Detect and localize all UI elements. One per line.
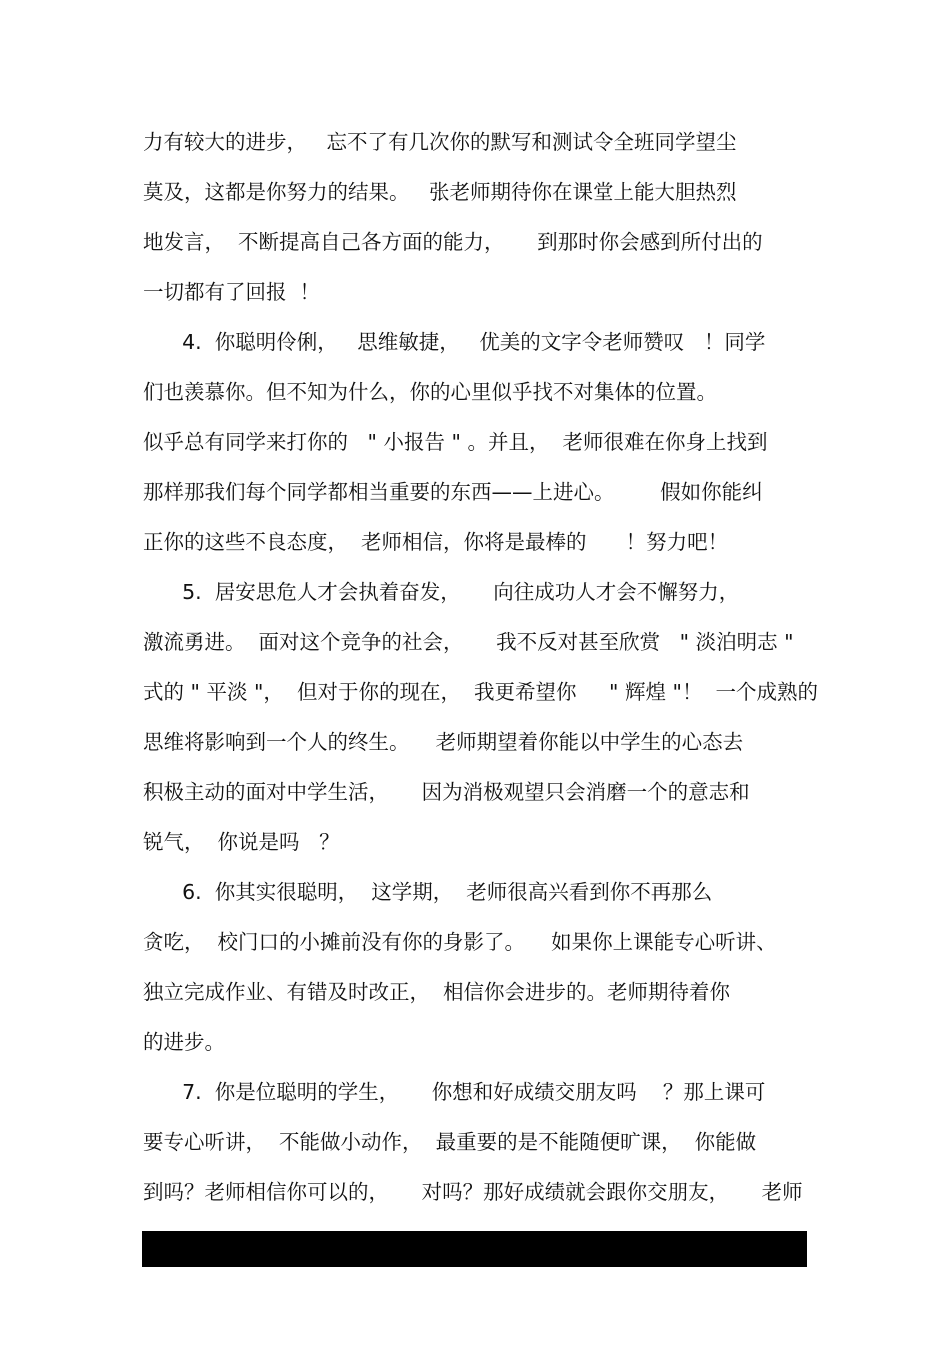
text-line: 激流勇进。 面对这个竞争的社会， 我不反对甚至欣赏 " 淡泊明志 ": [143, 630, 794, 654]
text-line: 贪吃， 校门口的小摊前没有你的身影了。 如果你上课能专心听讲、: [143, 930, 777, 954]
text-line: 的进步。: [143, 1030, 225, 1054]
text-line: 要专心听讲， 不能做小动作， 最重要的是不能随便旷课， 你能做: [143, 1130, 757, 1154]
text-line: 莫及，这都是你努力的结果。 张老师期待你在课堂上能大胆热烈: [143, 180, 737, 204]
text-line: 式的 " 平淡 "， 但对于你的现在， 我更希望你 " 辉煌 "！ 一个成熟的: [143, 680, 818, 704]
text-line: 5. 居安思危人才会执着奋发， 向往成功人才会不懈努力，: [143, 580, 740, 604]
text-line: 思维将影响到一个人的终生。 老师期望着你能以中学生的心态去: [143, 730, 744, 754]
footer-black-bar: [142, 1231, 807, 1267]
text-line: 力有较大的进步， 忘不了有几次你的默写和测试令全班同学望尘: [143, 130, 737, 154]
text-line: 7. 你是位聪明的学生， 你想和好成绩交朋友吗 ？那上课可: [143, 1080, 766, 1104]
text-line: 们也羡慕你。但不知为什么，你的心里似乎找不对集体的位置。: [143, 380, 717, 404]
text-line: 地发言， 不断提高自己各方面的能力， 到那时你会感到所付出的: [143, 230, 763, 254]
text-line: 正你的这些不良态度， 老师相信，你将是最棒的 ！努力吧！: [143, 530, 729, 554]
text-line: 锐气， 你说是吗 ？: [143, 830, 340, 854]
text-line: 到吗？老师相信你可以的， 对吗？那好成绩就会跟你交朋友， 老师: [143, 1180, 803, 1204]
text-line: 6. 你其实很聪明， 这学期， 老师很高兴看到你不再那么: [143, 880, 713, 904]
text-line: 4. 你聪明伶俐， 思维敏捷， 优美的文字令老师赞叹 ！同学: [143, 330, 766, 354]
text-line: 积极主动的面对中学生活， 因为消极观望只会消磨一个的意志和: [143, 780, 750, 804]
text-line: 似乎总有同学来打你的 " 小报告 " 。并且， 老师很难在你身上找到: [143, 430, 768, 454]
text-line: 独立完成作业、有错及时改正， 相信你会进步的。老师期待着你: [143, 980, 731, 1004]
text-line: 那样那我们每个同学都相当重要的东西——上进心。 假如你能纠: [143, 480, 763, 504]
text-line: 一切都有了回报 ！: [143, 280, 321, 304]
